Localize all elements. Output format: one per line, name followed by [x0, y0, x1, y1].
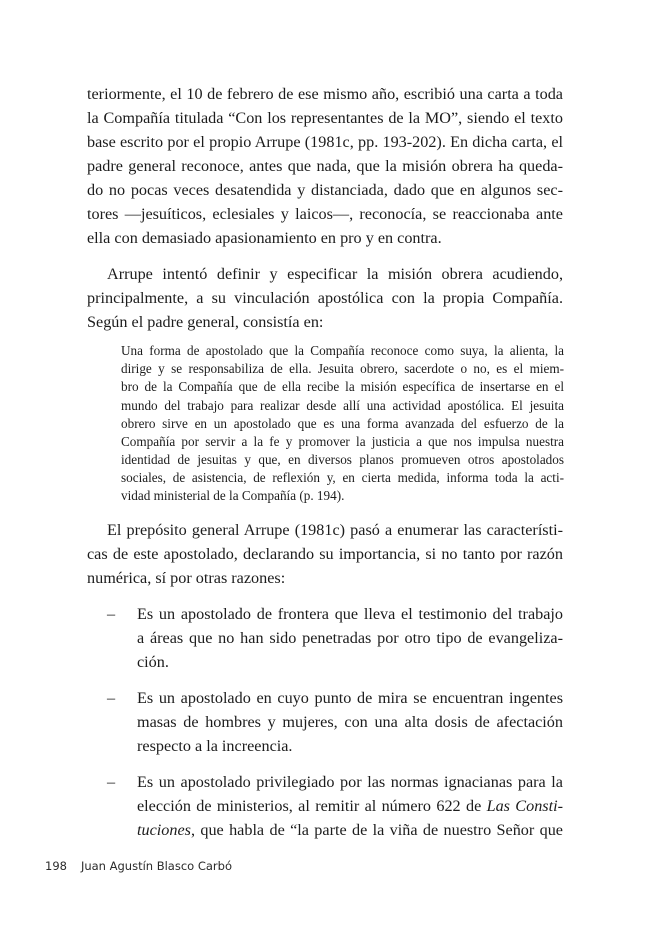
book-title-italic: tuciones: [137, 821, 191, 839]
list-item-3-text: elección de ministerios, al remitir al número 622 de: [137, 797, 487, 815]
list-item-2-line: respecto a la increencia.: [137, 737, 293, 755]
paragraph-2-line: principalmente, a su vinculación apostólica con la propia Compañía.: [87, 289, 563, 307]
paragraph-2-line: Arrupe intentó definir y especificar la misión obrera acudiendo,: [107, 265, 563, 283]
block-quote-line: sociales, de asistencia, de reflexión y, en cierta medida, informa toda la acti-: [121, 470, 564, 485]
page-footer: [45, 859, 232, 873]
running-author: Juan Agustín Blasco Carbó: [80, 859, 232, 873]
list-item-1-line: a áreas que no han sido penetradas por otro tipo de evangeliza-: [137, 629, 563, 647]
block-quote-line: dirige y se responsabiliza de ella. Jesuita obrero, sacerdote o no, es el miem-: [121, 361, 564, 376]
paragraph-1-line: tores —jesuíticos, eclesiales y laicos—, reconocía, se reaccionaba ante: [87, 205, 563, 223]
page-number: 198: [45, 859, 67, 873]
block-quote-line: vidad ministerial de la Compañía (p. 194).: [121, 488, 345, 503]
block-quote-line: Una forma de apostolado que la Compañía reconoce como suya, la alienta, la: [121, 343, 564, 358]
list-dash-marker: –: [107, 605, 116, 623]
block-quote-line: obrero sirve en un apostolado que es una forma avanzada del esfuerzo de la: [121, 416, 564, 431]
list-item-1-line: Es un apostolado de frontera que lleva el testimonio del trabajo: [137, 605, 563, 623]
paragraph-3-line: El prepósito general Arrupe (1981c) pasó a enumerar las característi-: [107, 521, 563, 539]
book-title-italic: Las Consti-: [486, 797, 563, 815]
list-item-1-line: ción.: [137, 653, 169, 671]
paragraph-2-line: Según el padre general, consistía en:: [87, 313, 324, 331]
paragraph-1-line: ella con demasiado apasionamiento en pro y en contra.: [87, 229, 442, 247]
paragraph-1-line: do no pocas veces desatendida y distanciada, dado que en algunos sec-: [87, 181, 563, 199]
list-item-3-line: [137, 796, 563, 817]
paragraph-3-line: numérica, sí por otras razones:: [87, 569, 286, 587]
paragraph-1-line: teriormente, el 10 de febrero de ese mismo año, escribió una carta a toda: [87, 85, 563, 103]
paragraph-3-line: cas de este apostolado, declarando su importancia, si no tanto por razón: [87, 545, 563, 563]
paragraph-1-line: padre general reconoce, antes que nada, que la misión obrera ha queda-: [87, 157, 563, 175]
list-dash-marker: –: [107, 689, 116, 707]
block-quote-line: Compañía por servir a la fe y promover la justicia a que nos impulsa nuestra: [121, 434, 564, 449]
paragraph-1-line: la Compañía titulada “Con los representantes de la MO”, siendo el texto: [87, 109, 563, 127]
block-quote-line: bro de la Compañía que de ella recibe la misión específica de insertarse en el: [121, 379, 564, 394]
list-item-3-line: [137, 820, 563, 841]
list-item-3-text: , que habla de “la parte de la viña de nuestro Señor que: [190, 821, 563, 839]
list-dash-marker: –: [107, 773, 116, 791]
block-quote-line: identidad de jesuitas y que, en diversos planos promueven otros apostolados: [121, 452, 564, 467]
list-item-2-line: Es un apostolado en cuyo punto de mira se encuentran ingentes: [137, 689, 563, 707]
block-quote-line: mundo del trabajo para realizar desde allí una actividad apostólica. El jesuita: [121, 398, 564, 413]
list-item-2-line: masas de hombres y mujeres, con una alta dosis de afectación: [137, 713, 563, 731]
paragraph-1-line: base escrito por el propio Arrupe (1981c, pp. 193-202). En dicha carta, el: [87, 133, 563, 151]
list-item-3-line: Es un apostolado privilegiado por las normas ignacianas para la: [137, 773, 563, 791]
